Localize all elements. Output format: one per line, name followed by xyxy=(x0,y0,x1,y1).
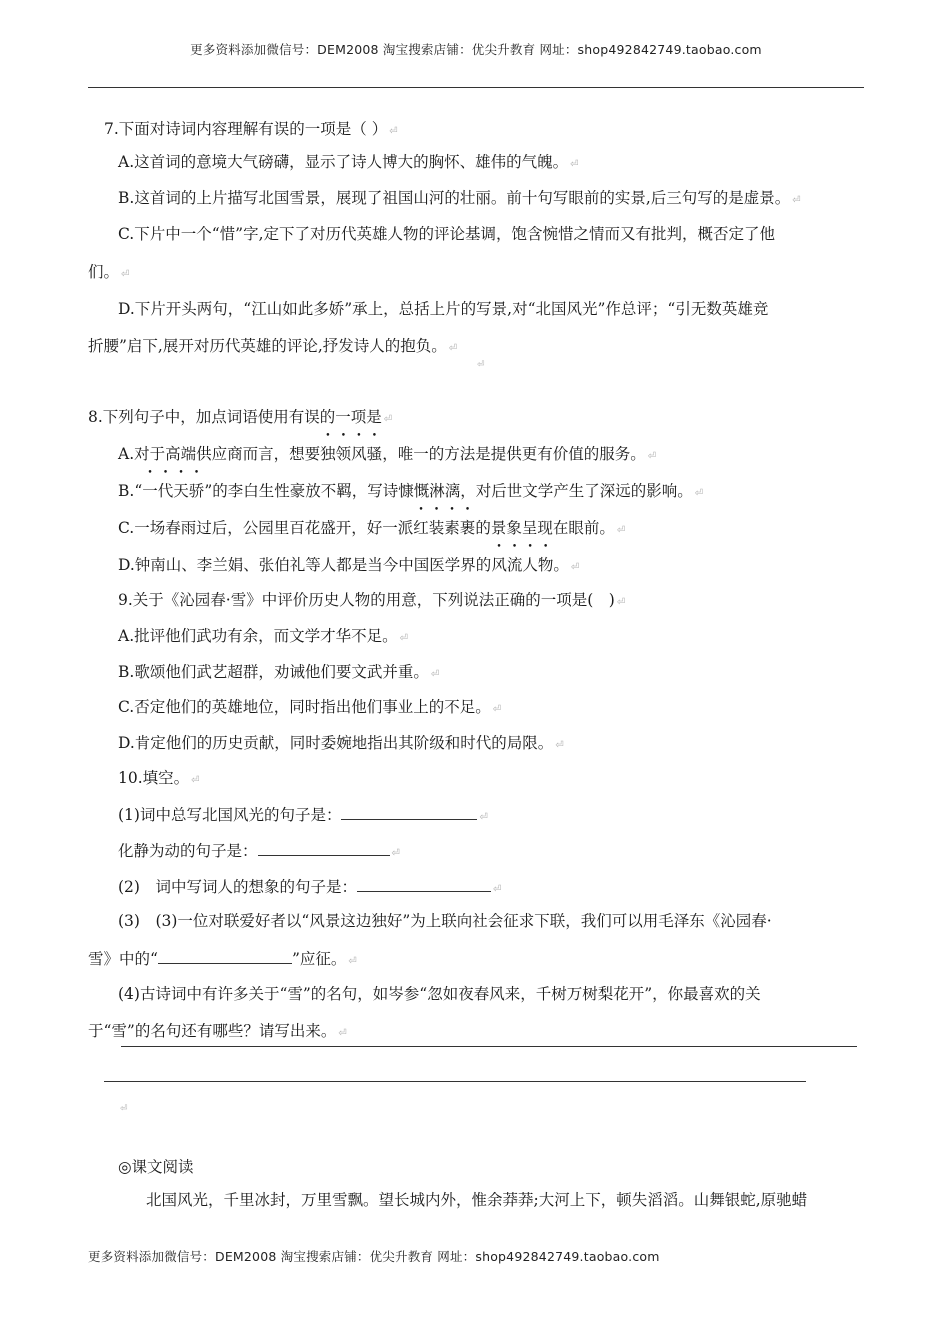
answer-blank[interactable] xyxy=(258,840,390,856)
answer-blank[interactable] xyxy=(357,876,491,892)
q9-option-a: A.批评他们武功有余，而文学才华不足。 ⏎ xyxy=(118,627,409,645)
emphasis-char: 领 xyxy=(335,445,352,463)
paragraph-mark-icon: ⏎ xyxy=(448,343,458,354)
paragraph-mark-icon: ⏎ xyxy=(492,884,502,895)
paragraph-mark-icon: ⏎ xyxy=(430,669,440,680)
emphasis-char: 一 xyxy=(142,482,158,500)
paragraph-mark-icon: ⏎ xyxy=(121,269,130,280)
emphasis-char: 红 xyxy=(413,519,429,537)
paragraph-mark-icon: ⏎ xyxy=(492,704,502,715)
q10-item-1b: 化静为动的句子是： ⏎ xyxy=(118,842,400,860)
paragraph-mark-icon: ⏎ xyxy=(348,956,357,967)
q7-option-b: B.这首词的上片描写北国雪景，展现了祖国山河的壮丽。前十句写眼前的实景,后三句写的是虚景。 ⏎ xyxy=(118,189,801,207)
q7-option-c: C.下片中一个“惜”字,定下了对历代英雄人物的评论基调，饱含惋惜之情而又有批判，概否定了他 xyxy=(118,225,776,243)
paragraph-mark-icon: ⏎ xyxy=(555,740,564,751)
emphasis-char: 风 xyxy=(351,445,367,463)
q8-option-b: B.“一代天骄”的李白生性豪放不羁，写诗慷慨淋漓，对后世文学产生了深远的影响。 ⏎ xyxy=(118,482,704,500)
paragraph-mark-icon: ⏎ xyxy=(399,633,409,644)
paragraph-mark-icon: ⏎ xyxy=(391,848,400,859)
answer-line[interactable] xyxy=(104,1081,806,1082)
q10-item-3: (3) (3)一位对联爱好者以“风景这边独好”为上联向社会征求下联，我们可以用毛泽东《沁园春· xyxy=(118,912,772,930)
paragraph-mark-icon: ⏎ xyxy=(389,126,398,137)
paragraph-mark-icon: ⏎ xyxy=(647,451,657,462)
q9-option-d: D.肯定他们的历史贡献，同时委婉地指出其阶级和时代的局限。 ⏎ xyxy=(118,734,564,752)
reading-title: ◎课文阅读 xyxy=(118,1158,194,1176)
q9-option-b: B.歌颂他们武艺超群，劝诫他们要文武并重。 ⏎ xyxy=(118,663,440,681)
paragraph-mark-icon: ⏎ xyxy=(694,488,704,499)
q8-option-c: C.一场春雨过后，公园里百花盛开，好一派红装素裹的景象呈现在眼前。 ⏎ xyxy=(118,519,626,537)
q7-option-d: D.下片开头两句，“江山如此多娇”承上，总括上片的写景,对“北国风光”作总评；“引无数英雄竞 xyxy=(118,300,769,318)
emphasis-char: 装 xyxy=(428,519,445,537)
emphasis-char: 天 xyxy=(173,482,189,500)
paragraph-mark-icon: ⏎ xyxy=(792,195,801,206)
q7-option-d-cont: 折腰”启下,展开对历代英雄的评论,抒发诗人的抱负。 ⏎ xyxy=(88,337,458,355)
emphasis-char: 物 xyxy=(537,556,554,574)
paragraph-mark-icon: ⏎ xyxy=(383,414,393,425)
q7-stem: 7.下面对诗词内容理解有误的一项是（ ） ⏎ xyxy=(104,120,398,138)
emphasis-char: 人 xyxy=(522,556,538,574)
empty-paragraph-mark: ⏎ xyxy=(477,360,485,370)
q7-option-a: A.这首词的意境大气磅礴，显示了诗人博大的胸怀、雄伟的气魄。 ⏎ xyxy=(118,153,579,171)
empty-paragraph-mark: ⏎ xyxy=(120,1104,128,1114)
q7-option-c-cont: 们。 ⏎ xyxy=(88,263,130,281)
q10-item-4-cont: 于“雪”的名句还有哪些？请写出来。 ⏎ xyxy=(88,1022,347,1040)
q10-item-3-cont: 雪》中的“ ”应征。 ⏎ xyxy=(88,950,357,968)
emphasis-char: 流 xyxy=(506,556,523,574)
q9-option-c: C.否定他们的英雄地位，同时指出他们事业上的不足。 ⏎ xyxy=(118,698,502,716)
emphasis-char: 风 xyxy=(491,556,507,574)
answer-blank[interactable] xyxy=(341,804,477,820)
q10-item-2: (2) 词中写词人的想象的句子是： ⏎ xyxy=(118,878,502,896)
emphasis-char: 素 xyxy=(444,519,460,537)
q8-option-d: D.钟南山、李兰娟、张伯礼等人都是当今中国医学界的风流人物。 ⏎ xyxy=(118,556,580,574)
paragraph-mark-icon: ⏎ xyxy=(616,597,626,608)
page-header: 更多资料添加微信号：DEM2008 淘宝搜索店铺：优尖升教育 网址：shop492842749.taobao.com xyxy=(190,42,762,57)
paragraph-mark-icon: ⏎ xyxy=(570,159,579,170)
emphasis-char: 独 xyxy=(320,445,336,463)
paragraph-mark-icon: ⏎ xyxy=(479,812,488,823)
paragraph-mark-icon: ⏎ xyxy=(616,525,626,536)
q9-stem: 9.关于《沁园春·雪》中评价历史人物的用意，下列说法正确的一项是( ) ⏎ xyxy=(118,591,626,609)
q10-item-4: (4)古诗词中有许多关于“雪”的名句，如岑参“忽如夜春风来，千树万树梨花开”，你最喜欢的关 xyxy=(118,985,761,1003)
answer-blank[interactable] xyxy=(158,948,292,964)
reading-passage: 北国风光，千里冰封，万里雪飘。望长城内外，惟余莽莽;大河上下，顿失滔滔。山舞银蛇,原驰蜡 xyxy=(146,1191,808,1209)
q10-item-1: (1)词中总写北国风光的句子是： ⏎ xyxy=(118,806,488,824)
emphasis-char: 裹 xyxy=(459,519,476,537)
page-footer: 更多资料添加微信号：DEM2008 淘宝搜索店铺：优尖升教育 网址：shop492842749.taobao.com xyxy=(88,1249,660,1264)
paragraph-mark-icon: ⏎ xyxy=(191,775,200,786)
header-divider xyxy=(88,87,864,88)
q8-option-a: A.对于高端供应商而言，想要独领风骚，唯一的方法是提供更有价值的服务。 ⏎ xyxy=(118,445,657,463)
paragraph-mark-icon: ⏎ xyxy=(338,1028,347,1039)
emphasis-char: 代 xyxy=(157,482,174,500)
q10-stem: 10.填空。 ⏎ xyxy=(118,769,200,787)
emphasis-char: 骚 xyxy=(366,445,383,463)
answer-line[interactable] xyxy=(121,1046,857,1047)
q8-stem: 8.下列句子中，加点词语使用有误的一项是 ⏎ xyxy=(88,408,393,426)
paragraph-mark-icon: ⏎ xyxy=(570,562,580,573)
emphasis-char: 骄 xyxy=(188,482,205,500)
